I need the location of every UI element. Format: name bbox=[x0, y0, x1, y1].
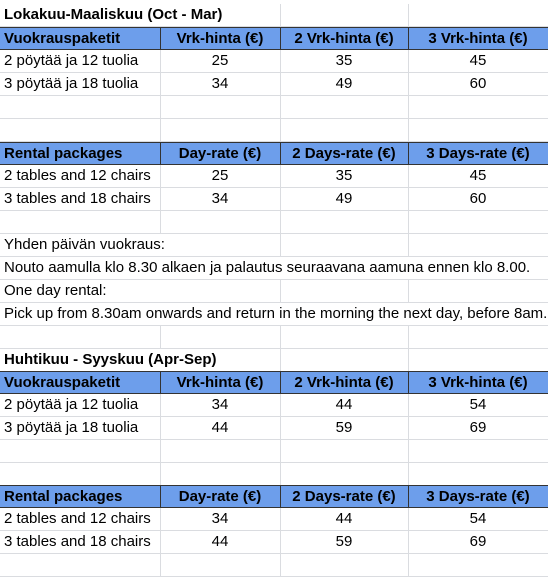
table-row bbox=[0, 188, 548, 211]
price-cell[interactable]: 45 bbox=[469, 52, 487, 69]
table-row bbox=[0, 165, 548, 188]
price-cell[interactable]: 34 bbox=[211, 396, 229, 413]
header-cell[interactable]: Rental packages bbox=[4, 145, 123, 162]
package-cell[interactable]: 2 tables and 12 chairs bbox=[4, 510, 151, 527]
price-cell[interactable]: 34 bbox=[211, 510, 229, 527]
note-row bbox=[0, 257, 548, 280]
price-cell[interactable]: 25 bbox=[211, 52, 229, 69]
header-cell[interactable]: 3 Days-rate (€) bbox=[426, 488, 530, 505]
table-row bbox=[0, 531, 548, 554]
header-cell[interactable]: Day-rate (€) bbox=[178, 145, 262, 162]
price-cell[interactable]: 34 bbox=[211, 75, 229, 92]
header-cell[interactable]: 2 Days-rate (€) bbox=[292, 145, 396, 162]
header-cell[interactable]: 3 Vrk-hinta (€) bbox=[428, 374, 528, 391]
package-cell[interactable]: 3 tables and 18 chairs bbox=[4, 190, 151, 207]
empty-row bbox=[0, 554, 548, 577]
price-cell[interactable]: 59 bbox=[335, 533, 353, 550]
price-cell[interactable]: 49 bbox=[335, 75, 353, 92]
price-cell[interactable]: 44 bbox=[211, 419, 229, 436]
header-cell[interactable]: Vrk-hinta (€) bbox=[176, 374, 264, 391]
header-cell[interactable]: Vuokrauspaketit bbox=[4, 30, 121, 47]
package-cell[interactable]: 2 tables and 12 chairs bbox=[4, 167, 151, 184]
package-cell[interactable]: 2 pöytää ja 12 tuolia bbox=[4, 52, 139, 69]
price-cell[interactable]: 34 bbox=[211, 190, 229, 207]
note-fi-text[interactable]: Nouto aamulla klo 8.30 alkaen ja palautus seuraavana aamuna ennen klo 8.00. bbox=[4, 259, 531, 276]
price-cell[interactable]: 59 bbox=[335, 419, 353, 436]
header-cell[interactable]: Vuokrauspaketit bbox=[4, 374, 121, 391]
price-cell[interactable]: 35 bbox=[335, 52, 353, 69]
note-row bbox=[0, 280, 548, 303]
note-row bbox=[0, 234, 548, 257]
table-row bbox=[0, 394, 548, 417]
empty-row bbox=[0, 326, 548, 349]
table-row bbox=[0, 73, 548, 96]
note-fi-heading[interactable]: Yhden päivän vuokraus: bbox=[4, 236, 165, 253]
season1-en-header-row bbox=[0, 142, 548, 165]
price-cell[interactable]: 69 bbox=[469, 419, 487, 436]
header-cell[interactable]: 2 Days-rate (€) bbox=[292, 488, 396, 505]
season2-fi-header-row bbox=[0, 371, 548, 394]
header-cell[interactable]: Day-rate (€) bbox=[178, 488, 262, 505]
season1-title-row bbox=[0, 4, 548, 27]
season2-title-row bbox=[0, 349, 548, 372]
empty-row bbox=[0, 211, 548, 234]
season2-title[interactable]: Huhtikuu - Syyskuu (Apr-Sep) bbox=[4, 351, 217, 368]
price-cell[interactable]: 69 bbox=[469, 533, 487, 550]
price-cell[interactable]: 44 bbox=[335, 396, 353, 413]
empty-row bbox=[0, 96, 548, 119]
note-en-heading[interactable]: One day rental: bbox=[4, 282, 107, 299]
table-row bbox=[0, 508, 548, 531]
empty-row bbox=[0, 119, 548, 142]
header-cell[interactable]: 3 Days-rate (€) bbox=[426, 145, 530, 162]
price-cell[interactable]: 60 bbox=[469, 75, 487, 92]
package-cell[interactable]: 3 tables and 18 chairs bbox=[4, 533, 151, 550]
season2-en-header-row bbox=[0, 485, 548, 508]
season1-title[interactable]: Lokakuu-Maaliskuu (Oct - Mar) bbox=[4, 6, 223, 23]
empty-row bbox=[0, 463, 548, 486]
package-cell[interactable]: 3 pöytää ja 18 tuolia bbox=[4, 75, 139, 92]
price-cell[interactable]: 60 bbox=[469, 190, 487, 207]
header-cell[interactable]: 2 Vrk-hinta (€) bbox=[294, 30, 394, 47]
package-cell[interactable]: 2 pöytää ja 12 tuolia bbox=[4, 396, 139, 413]
empty-row bbox=[0, 440, 548, 463]
package-cell[interactable]: 3 pöytää ja 18 tuolia bbox=[4, 419, 139, 436]
header-cell[interactable]: 3 Vrk-hinta (€) bbox=[428, 30, 528, 47]
note-en-text[interactable]: Pick up from 8.30am onwards and return in the morning the next day, before 8am. bbox=[4, 305, 548, 322]
price-cell[interactable]: 54 bbox=[469, 396, 487, 413]
price-cell[interactable]: 49 bbox=[335, 190, 353, 207]
price-cell[interactable]: 25 bbox=[211, 167, 229, 184]
table-row bbox=[0, 50, 548, 73]
price-cell[interactable]: 44 bbox=[335, 510, 353, 527]
price-cell[interactable]: 44 bbox=[211, 533, 229, 550]
note-row bbox=[0, 303, 548, 326]
header-cell[interactable]: Vrk-hinta (€) bbox=[176, 30, 264, 47]
table-row bbox=[0, 417, 548, 440]
price-cell[interactable]: 35 bbox=[335, 167, 353, 184]
header-cell[interactable]: Rental packages bbox=[4, 488, 123, 505]
price-cell[interactable]: 45 bbox=[469, 167, 487, 184]
season1-fi-header-row bbox=[0, 27, 548, 50]
price-cell[interactable]: 54 bbox=[469, 510, 487, 527]
header-cell[interactable]: 2 Vrk-hinta (€) bbox=[294, 374, 394, 391]
